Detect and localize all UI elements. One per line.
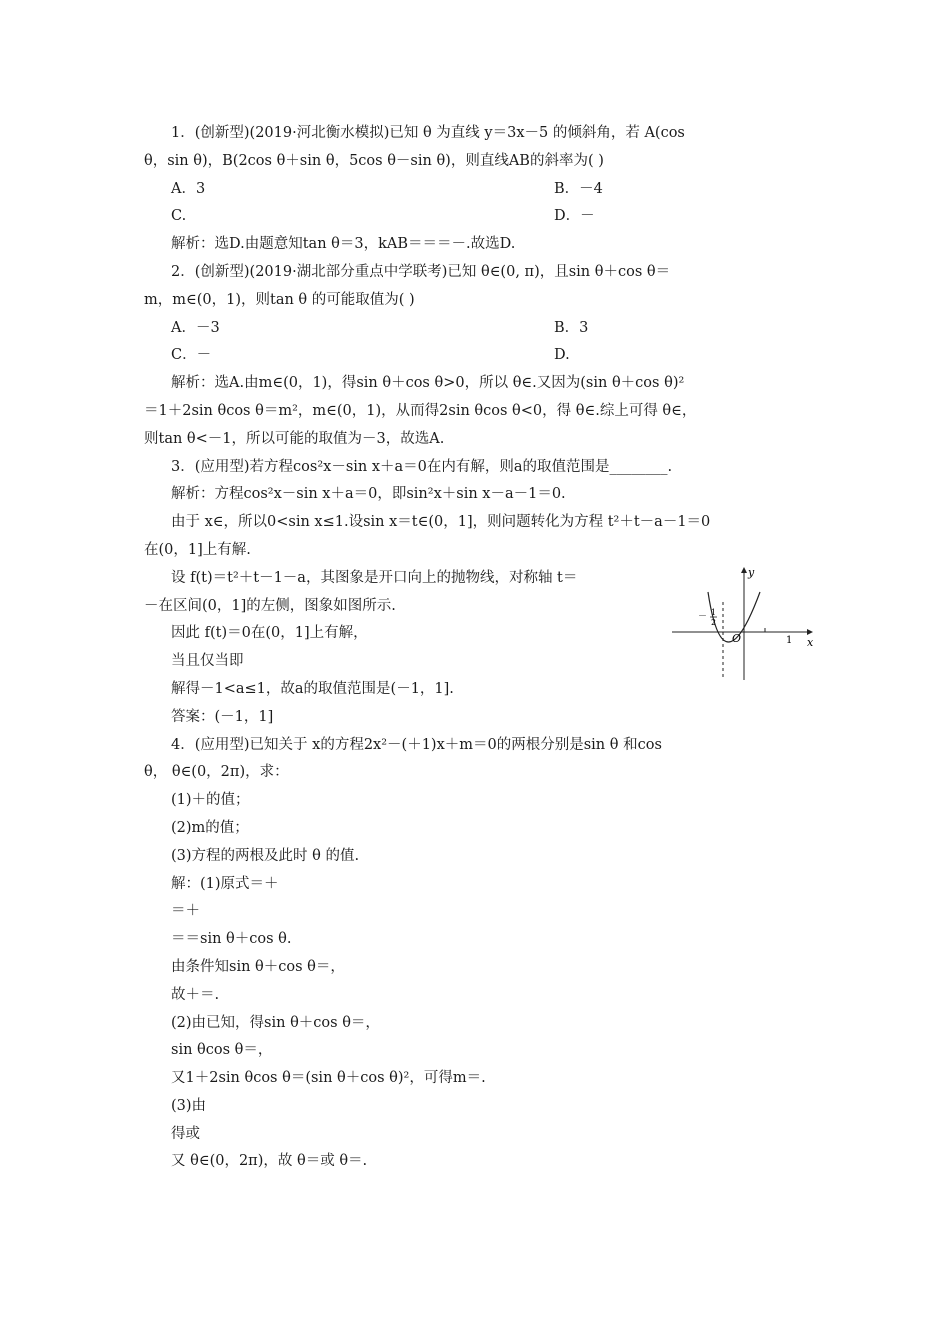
q2-solution-1: 解析：选A.由m∈(0，1)，得sin θ＋cos θ>0，所以 θ∈.又因为(sin θ＋cos θ)²	[171, 375, 685, 391]
q4-solution-8: 又1＋2sin θcos θ＝(sin θ＋cos θ)²，可得m＝.	[171, 1070, 486, 1086]
q3-solution-8: 解得－1<a≤1，故a的取值范围是(－1，1].	[171, 681, 454, 697]
q1-line-2: θ，sin θ)，B(2cos θ＋sin θ，5cos θ－sin θ)，则直线AB的斜率为( )	[144, 153, 604, 169]
x-axis-label: x	[807, 636, 814, 649]
q3-solution-3: 在(0，1]上有解.	[144, 542, 251, 558]
y-axis-label: y	[748, 566, 755, 579]
q4-solution-6: (2)由已知，得sin θ＋cos θ＝，	[171, 1015, 380, 1031]
q4-solution-2: ＝＋	[171, 903, 200, 919]
q1-line-1: 1．(创新型)(2019·河北衡水模拟)已知 θ 为直线 y＝3x－5 的倾斜角，若 A(cos	[171, 125, 685, 141]
q2-line-1: 2．(创新型)(2019·湖北部分重点中学联考)已知 θ∈(0, π)，且sin θ＋cos θ＝	[171, 264, 671, 280]
q3-solution-6: 因此 f(t)＝0在(0，1]上有解，	[171, 625, 368, 641]
q4-solution-3: ＝＝sin θ＋cos θ.	[171, 931, 292, 947]
q4-solution-9: (3)由	[171, 1098, 207, 1114]
q4-solution-11: 又 θ∈(0，2π)，故 θ＝或 θ＝.	[171, 1153, 368, 1169]
q4-part-1: (1)＋的值；	[171, 792, 250, 808]
q4-solution-4: 由条件知sin θ＋cos θ＝，	[171, 959, 345, 975]
q2-option-b: B．3	[554, 320, 589, 336]
q2-solution-2: ＝1＋2sin θcos θ＝m²，m∈(0，1)，从而得2sin θcos θ<0，得 θ∈.综上可得 θ∈，	[144, 403, 697, 419]
neg-half-denominator: 2	[711, 618, 717, 627]
q3-answer: 答案：(－1，1]	[171, 709, 274, 725]
q4-solution-10: 得或	[171, 1126, 200, 1142]
q3-solution-7: 当且仅当即	[171, 653, 244, 669]
neg-half-numerator: 1	[711, 608, 717, 617]
neg-half-sign: －	[698, 612, 708, 622]
q3-line-1: 3．(应用型)若方程cos²x－sin x＋a＝0在内有解，则a的取值范围是________.	[171, 459, 673, 475]
tick-one-label: 1	[786, 635, 793, 646]
q4-solution-5: 故＋＝.	[171, 987, 220, 1003]
q4-solution-7: sin θcos θ＝，	[171, 1042, 273, 1058]
q4-line-2: θ， θ∈(0，2π)，求：	[144, 764, 289, 780]
q1-option-c: C.	[171, 208, 187, 224]
q2-solution-3: 则tan θ<－1，所以可能的取值为－3，故选A.	[144, 431, 445, 447]
q2-line-2: m，m∈(0，1)，则tan θ 的可能取值为( )	[144, 292, 415, 308]
q3-solution-5: －在区间(0，1]的左侧，图象如图所示.	[144, 598, 396, 614]
q1-option-a: A．3	[171, 181, 206, 197]
q4-part-3: (3)方程的两根及此时 θ 的值.	[171, 848, 360, 864]
q1-option-b: B．－4	[554, 181, 603, 197]
q2-option-a: A．－3	[171, 320, 220, 336]
origin-label: O	[732, 632, 742, 645]
q2-option-d: D.	[554, 347, 570, 363]
q3-solution-1: 解析：方程cos²x－sin x＋a＝0，即sin²x＋sin x－a－1＝0.	[171, 486, 566, 502]
q4-part-2: (2)m的值；	[171, 820, 249, 836]
q3-solution-2: 由于 x∈，所以0<sin x≤1.设sin x＝t∈(0，1]，则问题转化为方程 t²＋t－a－1＝0	[171, 514, 711, 530]
q3-solution-4: 设 f(t)＝t²＋t－1－a，其图象是开口向上的抛物线，对称轴 t＝	[171, 570, 578, 586]
q4-line-1: 4．(应用型)已知关于 x的方程2x²－(＋1)x＋m＝0的两根分别是sin θ 和cos	[171, 737, 662, 753]
parabola-figure	[668, 562, 820, 684]
q2-option-c: C．－	[171, 347, 212, 363]
q1-option-d: D．－	[554, 208, 595, 224]
q4-solution-1: 解：(1)原式＝＋	[171, 876, 279, 892]
q1-solution: 解析：选D.由题意知tan θ＝3，kAB＝＝＝－.故选D.	[171, 236, 516, 252]
